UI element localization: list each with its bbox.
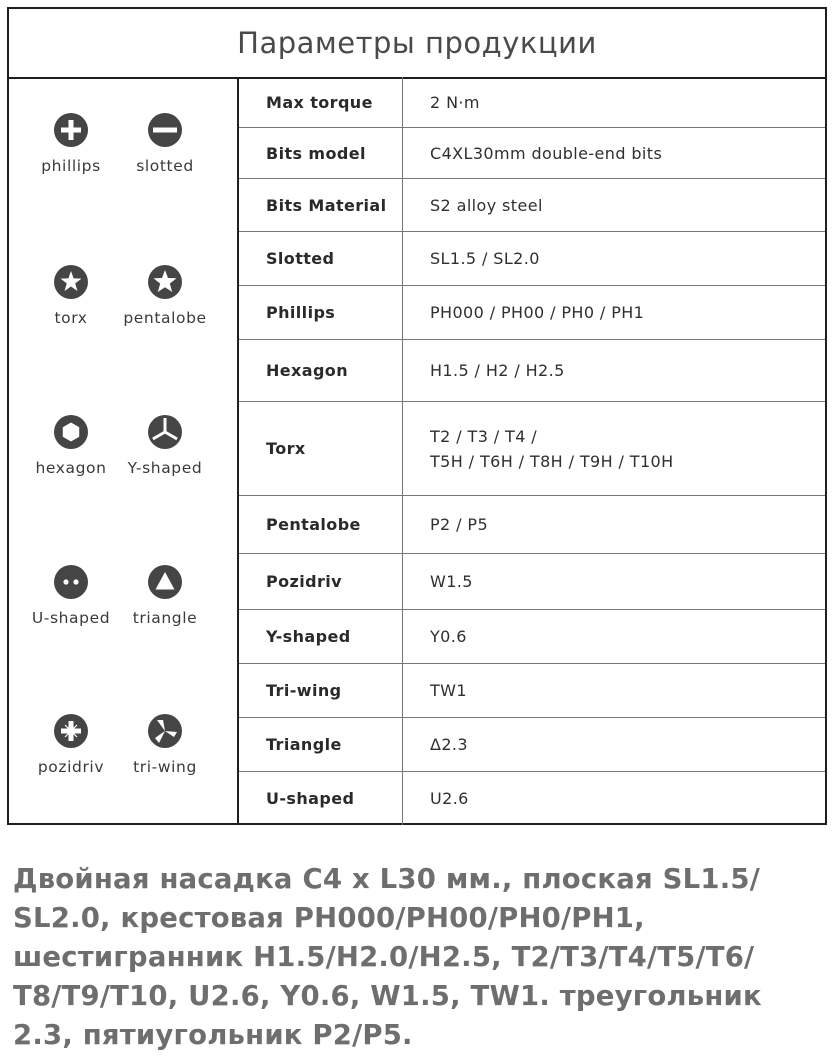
table-row bbox=[239, 664, 825, 718]
spec-key: Pozidriv bbox=[266, 572, 342, 591]
spec-key: Pentalobe bbox=[266, 515, 361, 534]
spec-key: Bits Material bbox=[266, 195, 387, 215]
bit-type-phillips bbox=[21, 112, 121, 176]
triangle-icon bbox=[147, 564, 183, 600]
icon-label: slotted bbox=[136, 157, 194, 175]
spec-value: S2 alloy steel bbox=[430, 195, 543, 215]
column-divider bbox=[402, 772, 403, 825]
table-row bbox=[239, 772, 825, 825]
table-row bbox=[239, 718, 825, 772]
spec-key: Torx bbox=[266, 439, 306, 458]
spec-value: H1.5 / H2 / H2.5 bbox=[430, 361, 565, 380]
column-divider bbox=[402, 77, 403, 127]
column-divider bbox=[402, 610, 403, 663]
table-row bbox=[239, 610, 825, 664]
table-row bbox=[239, 77, 825, 128]
spec-value: W1.5 bbox=[430, 572, 473, 591]
column-divider bbox=[402, 496, 403, 553]
spec-value: T2 / T3 / T4 / T5H / T6H / T8H / T9H / T10H bbox=[430, 426, 674, 471]
pozidriv-icon bbox=[53, 713, 89, 749]
y-shaped-icon bbox=[147, 414, 183, 450]
column-divider bbox=[402, 664, 403, 717]
table-row bbox=[239, 179, 825, 232]
spec-value: U2.6 bbox=[430, 789, 469, 808]
bit-type-pentalobe bbox=[115, 264, 215, 328]
page-title: Параметры продукции bbox=[9, 9, 825, 79]
column-divider bbox=[402, 179, 403, 231]
column-divider bbox=[402, 286, 403, 339]
spec-value: PH000 / PH00 / PH0 / PH1 bbox=[430, 303, 645, 322]
spec-key: Triangle bbox=[266, 735, 342, 754]
column-divider bbox=[402, 128, 403, 178]
hexagon-icon bbox=[53, 414, 89, 450]
bit-type-triangle bbox=[115, 564, 215, 628]
spec-key: Max torque bbox=[266, 92, 373, 112]
spec-key: Y-shaped bbox=[266, 627, 351, 646]
bit-type-slotted bbox=[115, 112, 215, 176]
icon-label: triangle bbox=[132, 609, 198, 627]
spec-value: SL1.5 / SL2.0 bbox=[430, 249, 540, 268]
spec-value: P2 / P5 bbox=[430, 515, 489, 534]
icon-label: pentalobe bbox=[123, 309, 207, 327]
table-row bbox=[239, 402, 825, 496]
spec-key: Tri-wing bbox=[266, 681, 342, 700]
spec-key: Bits model bbox=[266, 143, 366, 163]
spec-value: Δ2.3 bbox=[430, 735, 468, 754]
column-divider bbox=[402, 554, 403, 609]
table-row bbox=[239, 340, 825, 402]
icon-label: U-shaped bbox=[31, 609, 111, 627]
icon-label: Y-shaped bbox=[127, 459, 203, 477]
bit-type-hexagon bbox=[21, 414, 121, 478]
product-parameters-panel bbox=[7, 7, 827, 825]
bit-type-tri-wing bbox=[115, 713, 215, 777]
phillips-icon bbox=[53, 112, 89, 148]
u-shaped-icon bbox=[53, 564, 89, 600]
spec-key: Phillips bbox=[266, 303, 336, 322]
bit-type-u-shaped bbox=[21, 564, 121, 628]
bit-type-icons-panel bbox=[9, 77, 239, 823]
spec-value: Y0.6 bbox=[430, 627, 467, 646]
column-divider bbox=[402, 340, 403, 401]
spec-value: C4XL30mm double-end bits bbox=[430, 143, 663, 163]
pentalobe-icon bbox=[147, 264, 183, 300]
bit-type-torx bbox=[21, 264, 121, 328]
icon-label: pozidriv bbox=[37, 758, 105, 776]
column-divider bbox=[402, 232, 403, 285]
table-row bbox=[239, 128, 825, 179]
spec-key: Slotted bbox=[266, 249, 335, 268]
table-row bbox=[239, 496, 825, 554]
table-row bbox=[239, 554, 825, 610]
icon-label: hexagon bbox=[35, 459, 107, 477]
spec-value: 2 N·m bbox=[430, 92, 480, 112]
tri-wing-icon bbox=[147, 713, 183, 749]
table-row bbox=[239, 232, 825, 286]
icon-label: phillips bbox=[41, 157, 101, 175]
icon-label: tri-wing bbox=[133, 758, 197, 776]
column-divider bbox=[402, 402, 403, 495]
spec-key: U-shaped bbox=[266, 789, 355, 808]
product-description: Двойная насадка C4 x L30 мм., плоская SL1.5/ SL2.0, крестовая PH000/PH00/PH0/PH1, шестигранник H1.5/H2.0/H2.5, T2/T3/T4/T5/T6/ T8/T9/T10, U2.6, Y0.6, W1.5, TW1. треугольник 2.3, пятиугольник P2/P5. bbox=[13, 863, 762, 1051]
table-row bbox=[239, 286, 825, 340]
bit-type-y-shaped bbox=[115, 414, 215, 478]
icon-label: torx bbox=[54, 309, 88, 327]
spec-key: Hexagon bbox=[266, 361, 348, 380]
slotted-icon bbox=[147, 112, 183, 148]
column-divider bbox=[402, 718, 403, 771]
spec-value: TW1 bbox=[430, 681, 467, 700]
torx-icon bbox=[53, 264, 89, 300]
spec-table bbox=[239, 77, 825, 823]
bit-type-pozidriv bbox=[21, 713, 121, 777]
